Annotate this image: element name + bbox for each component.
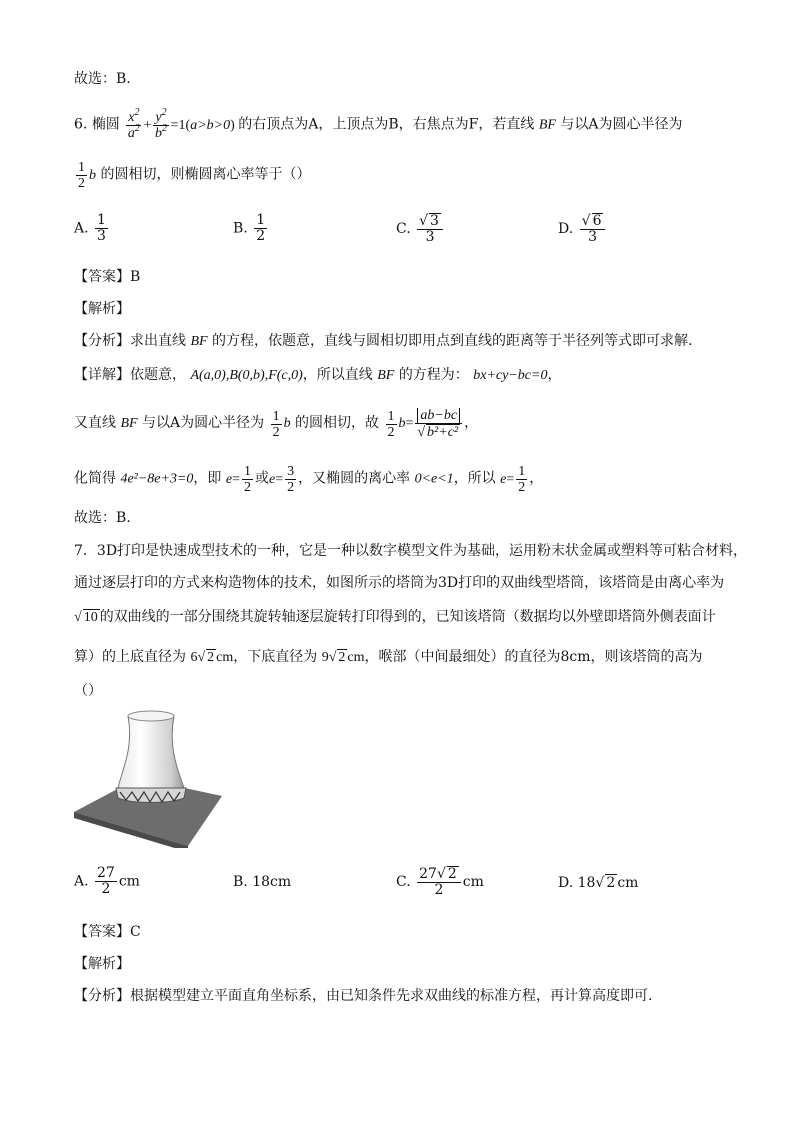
q6-option-c: C. $\frac{√ 3}{3}$ bbox=[396, 213, 445, 245]
q5-conclusion: 故选：B. bbox=[74, 71, 131, 87]
q6-answer: 【答案】B bbox=[74, 269, 141, 285]
q7-analysis-tag: 【解析】 bbox=[74, 956, 130, 972]
q6-number: 6. bbox=[74, 116, 88, 133]
q6-analysis-tag: 【解析】 bbox=[74, 301, 130, 317]
q6-stem-line-1 bbox=[74, 107, 683, 141]
q7-fenxi: 【分析】根据模型建立平面直角坐标系，由已知条件先求双曲线的标准方程，再计算高度即可. bbox=[74, 988, 653, 1004]
q7-line-3: √ 10 的双曲线的一部分围绕其旋转轴逐层旋转打印得到的，已知该塔筒（数据均以外壁即塔筒外侧表面计 bbox=[74, 609, 716, 625]
q6-stem-c: 与以A为圆心半径为 bbox=[560, 116, 683, 133]
half-b: $\frac{1}{2}$ b bbox=[78, 160, 96, 191]
q7-option-c: C. $\frac{27√ 2}{2}$ cm bbox=[396, 866, 484, 898]
q7-option-a: A. $\frac{27}{2}$ cm bbox=[74, 865, 140, 897]
q6-fenxi: 【分析】求出直线 BF 的方程，依题意，直线与圆相切即用点到直线的距离等于半径列等式即可求解. bbox=[74, 333, 693, 349]
q6-stem-line-2 bbox=[74, 160, 310, 191]
q7-option-d: D. 18√ 2 cm bbox=[558, 875, 639, 891]
ellipse-equation: $\frac{x^2}{a^2}$ + $\frac{y^2}{b^2}$ =1(a>b>0) bbox=[127, 107, 235, 141]
q6-option-d: D. $\frac{√ 6}{3}$ bbox=[558, 213, 607, 245]
q7-line-4: 算）的上底直径为 6√ 2 cm，下底直径为 9√ 2 cm，喉部（中间最细处）的直径为8cm，则该塔筒的高为 bbox=[74, 649, 703, 665]
q7-line-2: 通过逐层打印的方式来构造物体的技术，如图所示的塔筒为3D打印的双曲线型塔筒，该塔筒是由离心率为 bbox=[74, 575, 725, 591]
line-equation: bx+cy−bc=0 bbox=[473, 368, 548, 383]
q6-option-b: B. $\frac{1}{2}$ bbox=[233, 212, 266, 244]
q6-tangent-line: 又直线 BF 与以A为圆心半径为 $\frac{1}{2}$ b 的圆相切，故 $\frac{1}{2}$ b= $\frac{ab-bc}{\text{√ b²+c²}}$ ， bbox=[74, 408, 479, 440]
q7-line-1: 7．3D打印是快速成型技术的一种，它是一种以数字模型文件为基础，运用粉末状金属或塑料等可粘合材料， bbox=[74, 543, 748, 559]
q6-xiangjie: 【详解】依题意， A(a,0),B(0,b),F(c,0)，所以直线 BF 的方程为： bx+cy−bc=0， bbox=[74, 367, 562, 383]
tower-top bbox=[128, 711, 174, 721]
tower-body bbox=[118, 716, 184, 788]
q7-answer: 【答案】C bbox=[74, 924, 141, 940]
q6-conclusion: 故选：B. bbox=[74, 510, 131, 526]
q6-bf: BF bbox=[538, 117, 556, 133]
q6-stem-a: 椭圆 bbox=[91, 116, 120, 133]
q7-line-5: （） bbox=[74, 683, 102, 699]
tower-figure bbox=[72, 708, 226, 848]
q6-simplify: 化简得 4e²−8e+3=0，即 e= $\frac{1}{2}$ 或e= $\frac{3}{2}$ ，又椭圆的离心率 0<e<1，所以 e= $\frac{1}{2}$ ， bbox=[74, 464, 544, 495]
q6-option-a: A. $\frac{1}{3}$ bbox=[74, 212, 106, 244]
q7-option-b: B. 18cm bbox=[233, 874, 292, 890]
q6-stem-d: 的圆相切，则椭圆离心率等于（） bbox=[100, 166, 311, 183]
points: A(a,0),B(0,b),F(c,0) bbox=[190, 368, 303, 383]
q6-stem-b: 的右顶点为A，上顶点为B，右焦点为F，若直线 bbox=[238, 116, 535, 133]
